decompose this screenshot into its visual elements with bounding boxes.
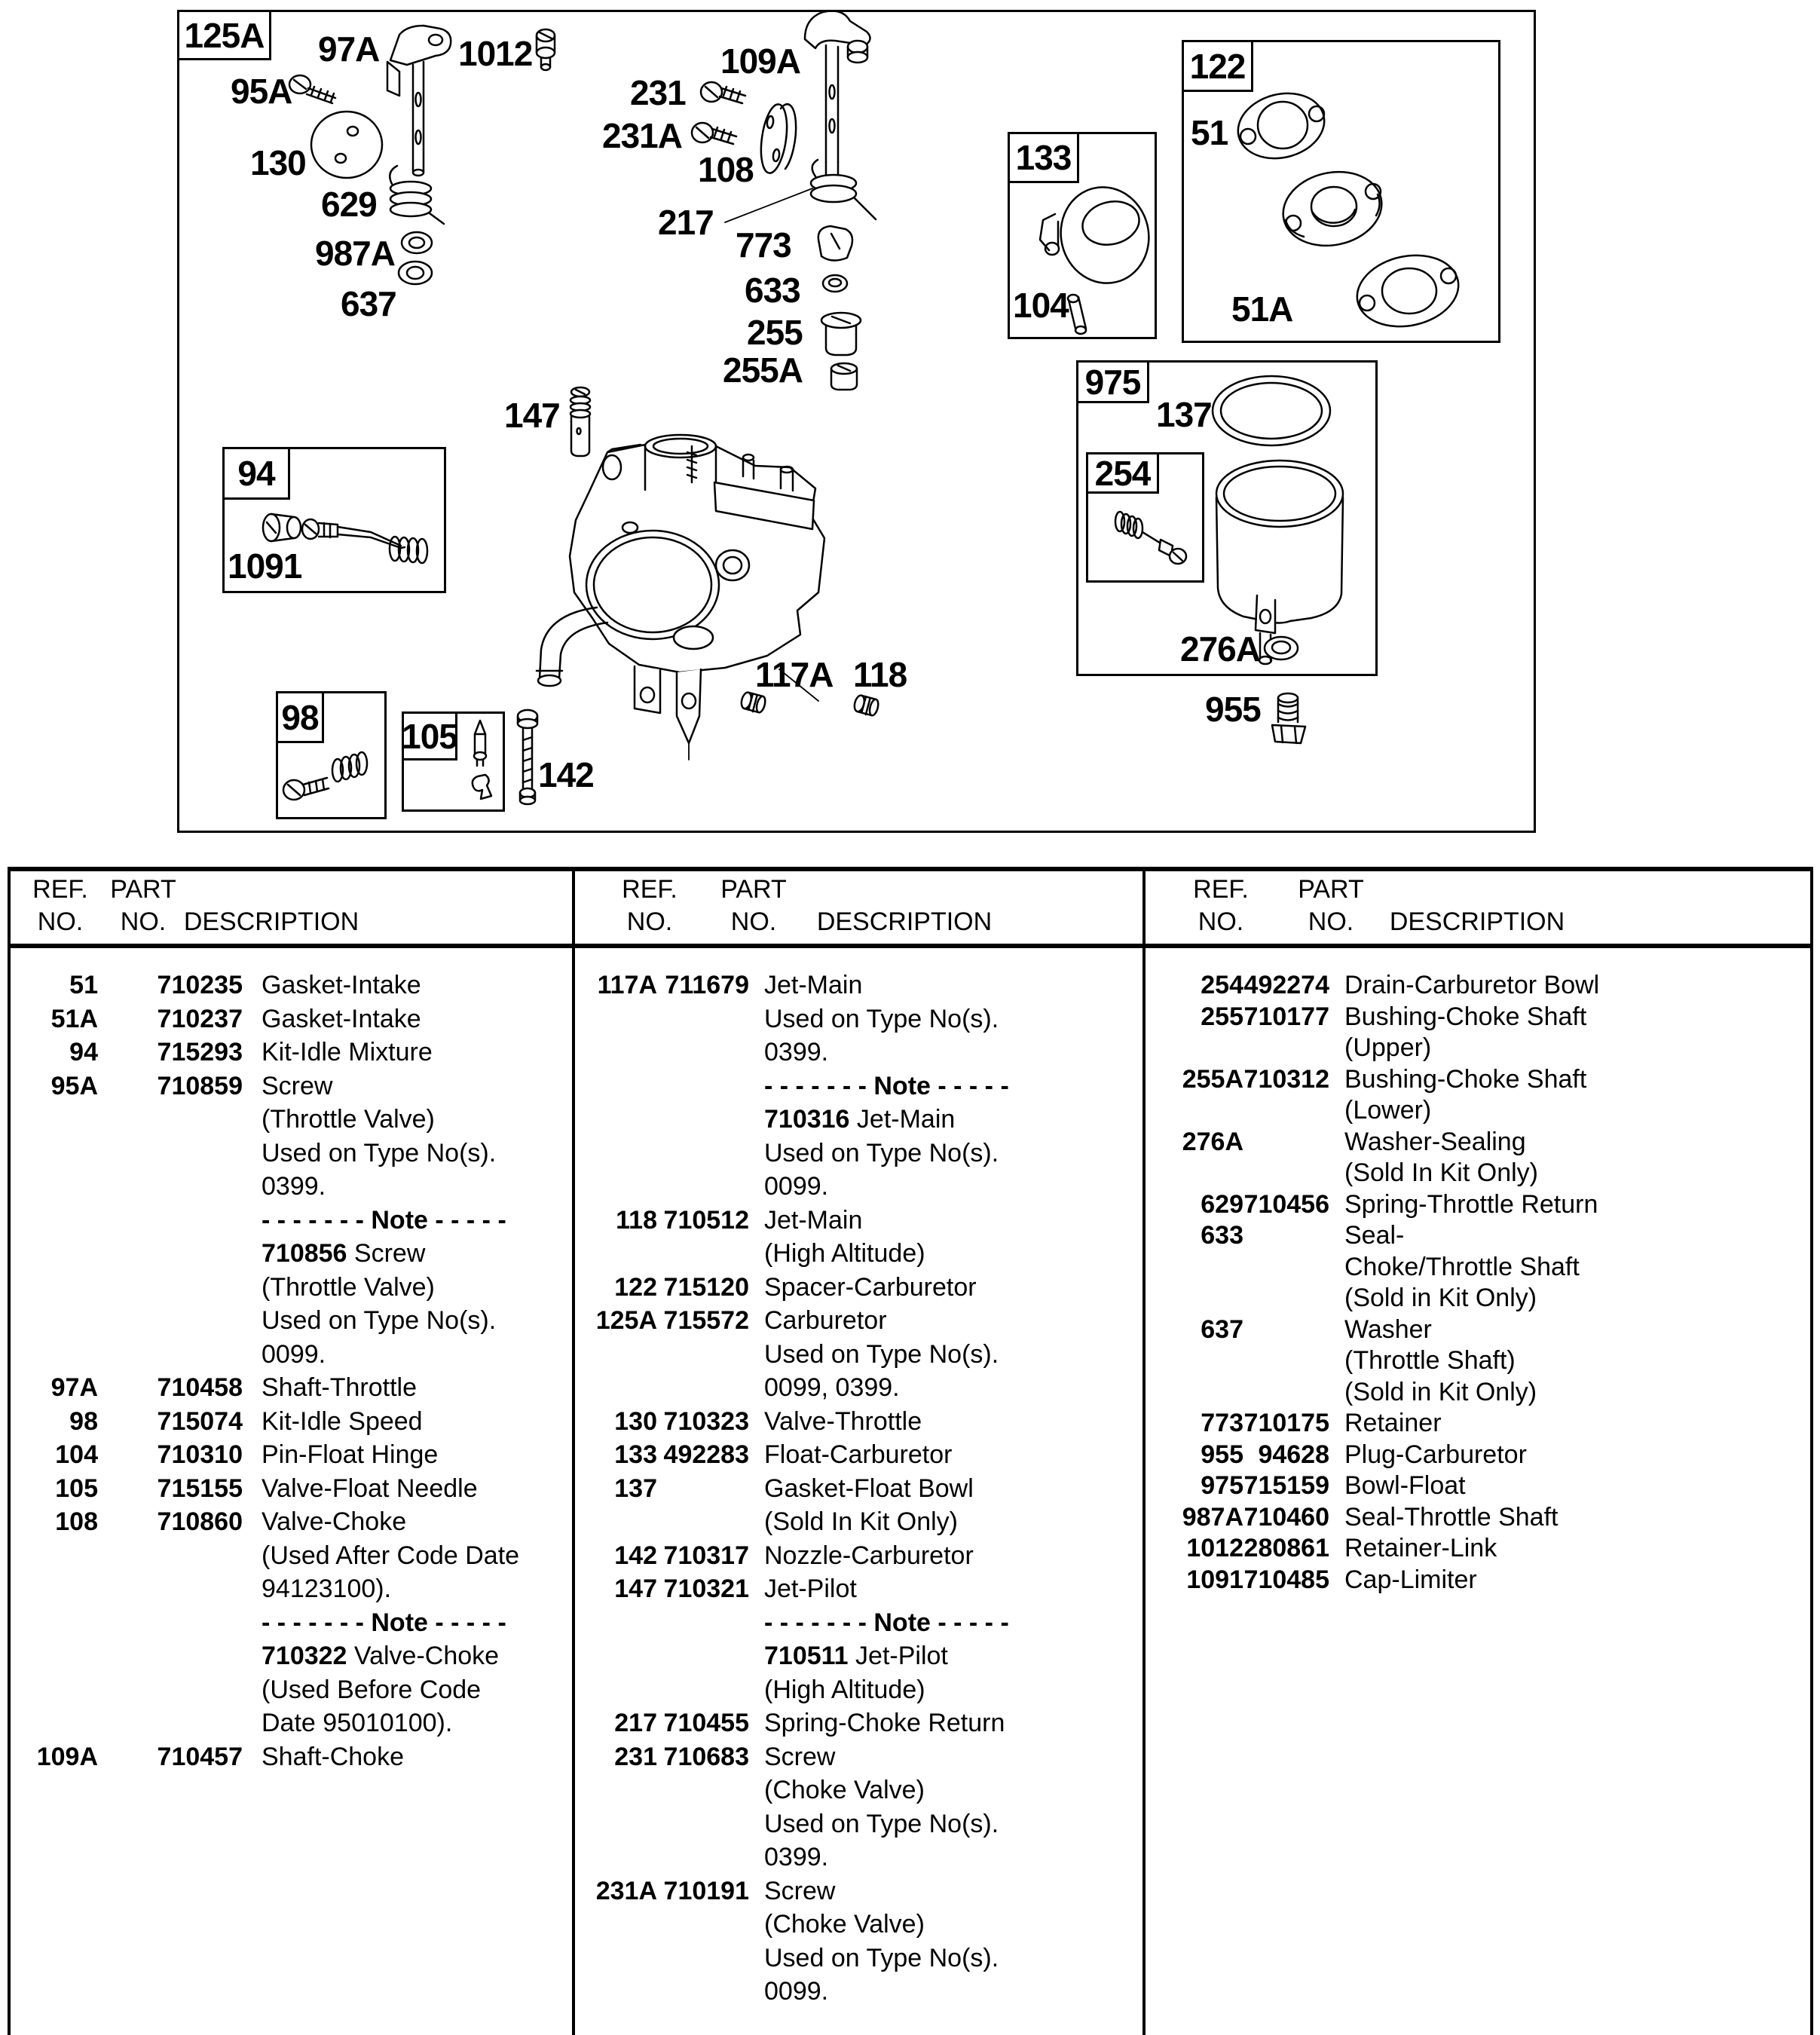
box-label-133: 133 [1008, 132, 1079, 183]
row-117A-part: 711679 [665, 971, 749, 999]
callout-955: 955 [1205, 690, 1261, 729]
row-109A-desc-line: Shaft-Choke [262, 1742, 404, 1771]
row-122-desc-line: Spacer-Carburetor [764, 1272, 977, 1302]
row-231A-ref: 231A [595, 1876, 657, 1905]
box-label-122: 122 [1182, 40, 1253, 92]
row-975-part: 715159 [1243, 1471, 1329, 1500]
table-column-3-header: REF. [1193, 875, 1249, 904]
row-125A-desc-line: Carburetor [764, 1306, 887, 1335]
row-773-part: 710175 [1243, 1409, 1329, 1437]
row-109A-ref: 109A [36, 1742, 98, 1771]
row-108-part: 710860 [157, 1507, 243, 1536]
row-633-desc-line: (Sold in Kit Only) [1344, 1284, 1537, 1312]
row-130-part: 710323 [663, 1406, 749, 1436]
table-column-2-header: NO. [730, 907, 777, 936]
callout-276A: 276A [1180, 629, 1260, 669]
row-95A-desc-line: - - - - - - - Note - - - - - [262, 1205, 506, 1235]
table-column-3-header: NO. [1308, 907, 1354, 936]
callout-987A: 987A [315, 234, 395, 273]
box-label-94: 94 [222, 447, 290, 500]
row-975-ref: 975 [1201, 1471, 1243, 1500]
table-column-2-header: NO. [626, 907, 673, 936]
table-column-2-header: REF. [622, 875, 678, 904]
row-104-desc-line: Pin-Float Hinge [262, 1440, 439, 1469]
row-147-desc-line: - - - - - - - Note - - - - - [764, 1608, 1009, 1637]
row-231-desc-line: Screw [764, 1742, 836, 1771]
callout-147: 147 [504, 396, 560, 435]
row-773-ref: 773 [1201, 1409, 1243, 1437]
row-98-desc-line: Kit-Idle Speed [262, 1406, 423, 1436]
callout-95A: 95A [231, 72, 292, 111]
table-column-1-header: DESCRIPTION [183, 907, 359, 936]
box-label-98: 98 [276, 691, 324, 743]
table-column-2-header: PART [720, 875, 787, 904]
row-231-desc-line: 0399. [764, 1843, 829, 1871]
row-147-desc-line: 710511 Jet-Pilot [764, 1642, 948, 1670]
row-137-desc-line: Gasket-Float Bowl [764, 1473, 974, 1503]
row-117A-desc-line: 710316 Jet-Main [764, 1105, 956, 1134]
row-1091-ref: 1091 [1186, 1565, 1243, 1594]
row-108-desc-line: Valve-Choke [262, 1507, 407, 1536]
row-51A-part: 710237 [157, 1004, 243, 1033]
row-108-desc-line: - - - - - - - Note - - - - - [262, 1608, 506, 1637]
row-51-desc-line: Gasket-Intake [262, 971, 421, 999]
row-255-desc-line: (Upper) [1344, 1033, 1432, 1062]
row-231A-desc-line: 0099. [764, 1977, 829, 2006]
row-105-ref: 105 [55, 1473, 98, 1503]
row-122-ref: 122 [614, 1272, 657, 1302]
callout-117A: 117A [755, 655, 834, 694]
row-231A-desc-line: Used on Type No(s). [764, 1943, 999, 1972]
row-94-ref: 94 [69, 1038, 98, 1066]
row-975-desc-line: Bowl-Float [1344, 1471, 1466, 1500]
row-130-ref: 130 [614, 1406, 657, 1436]
row-97A-part: 710458 [157, 1373, 243, 1402]
row-1091-desc-line: Cap-Limiter [1344, 1565, 1477, 1594]
row-108-desc-line: (Used After Code Date [262, 1541, 520, 1570]
row-51A-ref: 51A [50, 1004, 98, 1033]
row-142-desc-line: Nozzle-Carburetor [764, 1541, 974, 1570]
callout-1012: 1012 [458, 34, 533, 73]
callout-1091: 1091 [228, 546, 302, 586]
row-987A-desc-line: Seal-Throttle Shaft [1344, 1502, 1558, 1532]
row-633-desc-line: Seal- [1344, 1221, 1405, 1250]
row-130-desc-line: Valve-Throttle [764, 1406, 922, 1436]
callout-118: 118 [853, 655, 907, 694]
row-633-ref: 633 [1201, 1221, 1243, 1250]
row-231-desc-line: (Choke Valve) [764, 1776, 925, 1804]
row-51-part: 710235 [157, 971, 243, 999]
row-117A-desc-line: 0399. [764, 1038, 829, 1066]
callout-633: 633 [745, 271, 800, 310]
row-1012-ref: 1012 [1186, 1534, 1243, 1562]
table-column-3-header: PART [1298, 875, 1364, 904]
row-637-desc-line: Washer [1344, 1314, 1432, 1344]
table-column-3-header: NO. [1198, 907, 1244, 936]
row-987A-ref: 987A [1182, 1502, 1243, 1532]
row-629-desc-line: Spring-Throttle Return [1344, 1189, 1598, 1219]
row-117A-desc-line: - - - - - - - Note - - - - - [764, 1071, 1009, 1100]
row-276A-ref: 276A [1182, 1127, 1243, 1156]
box-label-975: 975 [1076, 360, 1149, 403]
row-773-desc-line: Retainer [1344, 1409, 1442, 1437]
row-133-ref: 133 [614, 1440, 657, 1469]
row-95A-desc-line: Screw [262, 1071, 333, 1100]
callout-104: 104 [1013, 286, 1069, 325]
table-column-2-header: DESCRIPTION [816, 907, 993, 936]
box-label-254: 254 [1086, 452, 1159, 494]
row-254-desc-line: Drain-Carburetor Bowl [1344, 971, 1600, 999]
callout-108: 108 [698, 150, 754, 189]
row-97A-ref: 97A [50, 1373, 98, 1402]
row-637-ref: 637 [1201, 1314, 1243, 1344]
row-95A-desc-line: Used on Type No(s). [262, 1306, 497, 1335]
box-label-105: 105 [402, 711, 457, 760]
row-125A-ref: 125A [595, 1306, 657, 1335]
row-1012-desc-line: Retainer-Link [1344, 1534, 1497, 1562]
row-133-part: 492283 [663, 1440, 749, 1469]
row-118-desc-line: Jet-Main [764, 1205, 863, 1235]
callout-231A: 231A [602, 116, 682, 155]
row-108-desc-line: (Used Before Code [262, 1675, 482, 1704]
row-276A-desc-line: Washer-Sealing [1344, 1127, 1526, 1156]
row-629-ref: 629 [1201, 1189, 1243, 1219]
row-147-desc-line: (High Altitude) [764, 1675, 925, 1704]
row-118-ref: 118 [616, 1205, 657, 1235]
row-51-ref: 51 [69, 971, 98, 999]
row-94-desc-line: Kit-Idle Mixture [262, 1038, 433, 1066]
row-117A-desc-line: Used on Type No(s). [764, 1138, 999, 1167]
row-108-desc-line: 710322 Valve-Choke [262, 1642, 500, 1670]
callout-231: 231 [630, 73, 686, 112]
row-95A-desc-line: (Throttle Valve) [262, 1272, 435, 1302]
table-column-3-header: DESCRIPTION [1389, 907, 1565, 936]
callout-142: 142 [538, 755, 594, 794]
table-column-1-header: NO. [120, 907, 167, 936]
row-255A-part: 710312 [1243, 1064, 1329, 1094]
row-105-part: 715155 [157, 1473, 243, 1503]
row-117A-desc-line: 0099. [764, 1172, 829, 1201]
row-255A-desc-line: (Lower) [1344, 1096, 1432, 1125]
row-95A-desc-line: (Throttle Valve) [262, 1105, 435, 1134]
row-125A-desc-line: 0099, 0399. [764, 1373, 900, 1402]
row-117A-desc-line: Jet-Main [764, 971, 863, 999]
callout-637: 637 [341, 284, 396, 323]
row-94-part: 715293 [157, 1038, 243, 1066]
row-637-desc-line: (Sold in Kit Only) [1344, 1377, 1537, 1406]
row-95A-desc-line: 0099. [262, 1339, 326, 1369]
table-rule-top [8, 867, 1813, 871]
callout-109A: 109A [720, 41, 800, 81]
callout-255A: 255A [723, 350, 803, 390]
row-955-ref: 955 [1201, 1440, 1243, 1469]
row-97A-desc-line: Shaft-Throttle [262, 1373, 417, 1402]
row-95A-desc-line: Used on Type No(s). [262, 1138, 497, 1167]
row-118-desc-line: (High Altitude) [764, 1239, 925, 1268]
row-137-ref: 137 [614, 1473, 657, 1503]
row-98-part: 715074 [157, 1406, 243, 1436]
row-108-ref: 108 [55, 1507, 98, 1536]
table-column-1-header: REF. [32, 875, 88, 904]
row-98-ref: 98 [69, 1406, 98, 1436]
row-108-desc-line: 94123100). [262, 1574, 392, 1603]
callout-137: 137 [1156, 395, 1212, 434]
row-231A-desc-line: Screw [764, 1876, 836, 1905]
table-border-right [1810, 867, 1813, 2035]
row-125A-desc-line: Used on Type No(s). [764, 1339, 999, 1369]
row-276A-desc-line: (Sold In Kit Only) [1344, 1158, 1538, 1187]
row-231-part: 710683 [663, 1742, 749, 1771]
row-987A-part: 710460 [1243, 1502, 1329, 1532]
row-231A-desc-line: (Choke Valve) [764, 1910, 925, 1939]
row-231-ref: 231 [614, 1742, 657, 1771]
row-142-ref: 142 [614, 1541, 657, 1570]
box-label-125A: 125A [177, 10, 271, 60]
row-133-desc-line: Float-Carburetor [764, 1440, 953, 1469]
callout-130: 130 [250, 143, 306, 182]
row-122-part: 715120 [663, 1272, 749, 1302]
row-105-desc-line: Valve-Float Needle [262, 1473, 478, 1503]
row-147-part: 710321 [663, 1574, 749, 1603]
row-95A-desc-line: 710856 Screw [262, 1239, 426, 1268]
row-1091-part: 710485 [1243, 1565, 1329, 1594]
table-column-1-header: NO. [37, 907, 84, 936]
row-255-part: 710177 [1243, 1002, 1329, 1031]
row-117A-ref: 117A [597, 971, 657, 999]
row-108-desc-line: Date 95010100). [262, 1709, 453, 1737]
row-147-desc-line: Jet-Pilot [764, 1574, 857, 1603]
row-231-desc-line: Used on Type No(s). [764, 1809, 999, 1838]
callout-629: 629 [321, 185, 377, 224]
row-95A-part: 710859 [157, 1071, 243, 1100]
row-955-desc-line: Plug-Carburetor [1344, 1440, 1527, 1469]
row-117A-desc-line: Used on Type No(s). [764, 1004, 999, 1033]
row-255-desc-line: Bushing-Choke Shaft [1344, 1002, 1587, 1031]
row-255A-desc-line: Bushing-Choke Shaft [1344, 1064, 1587, 1094]
row-629-part: 710456 [1243, 1189, 1329, 1219]
row-104-part: 710310 [157, 1440, 243, 1469]
row-231A-part: 710191 [663, 1876, 749, 1905]
callout-255: 255 [747, 313, 803, 352]
row-254-ref: 254 [1201, 971, 1243, 999]
row-255A-ref: 255A [1182, 1064, 1243, 1094]
table-column-1-header: PART [110, 875, 176, 904]
row-95A-ref: 95A [50, 1071, 98, 1100]
row-137-desc-line: (Sold In Kit Only) [764, 1507, 958, 1536]
row-955-part: 94628 [1258, 1440, 1329, 1469]
row-1012-part: 280861 [1243, 1534, 1329, 1562]
row-125A-part: 715572 [663, 1306, 749, 1335]
row-109A-part: 710457 [157, 1742, 243, 1771]
callout-97A: 97A [318, 29, 380, 69]
table-rule-header [8, 944, 1813, 948]
row-255-ref: 255 [1201, 1002, 1243, 1031]
row-637-desc-line: (Throttle Shaft) [1344, 1346, 1516, 1375]
row-95A-desc-line: 0399. [262, 1172, 326, 1201]
row-147-ref: 147 [614, 1574, 657, 1603]
callout-51: 51 [1191, 113, 1228, 152]
row-142-part: 710317 [663, 1541, 749, 1570]
row-217-desc-line: Spring-Choke Return [764, 1709, 1005, 1737]
callout-773: 773 [736, 225, 791, 265]
callout-51A: 51A [1231, 289, 1293, 329]
row-51A-desc-line: Gasket-Intake [262, 1004, 421, 1033]
row-217-part: 710455 [663, 1709, 749, 1737]
row-633-desc-line: Choke/Throttle Shaft [1344, 1252, 1580, 1281]
row-254-part: 492274 [1243, 971, 1329, 999]
callout-217: 217 [658, 203, 714, 242]
row-217-ref: 217 [614, 1709, 657, 1737]
row-104-ref: 104 [55, 1440, 98, 1469]
row-118-part: 710512 [663, 1205, 749, 1235]
